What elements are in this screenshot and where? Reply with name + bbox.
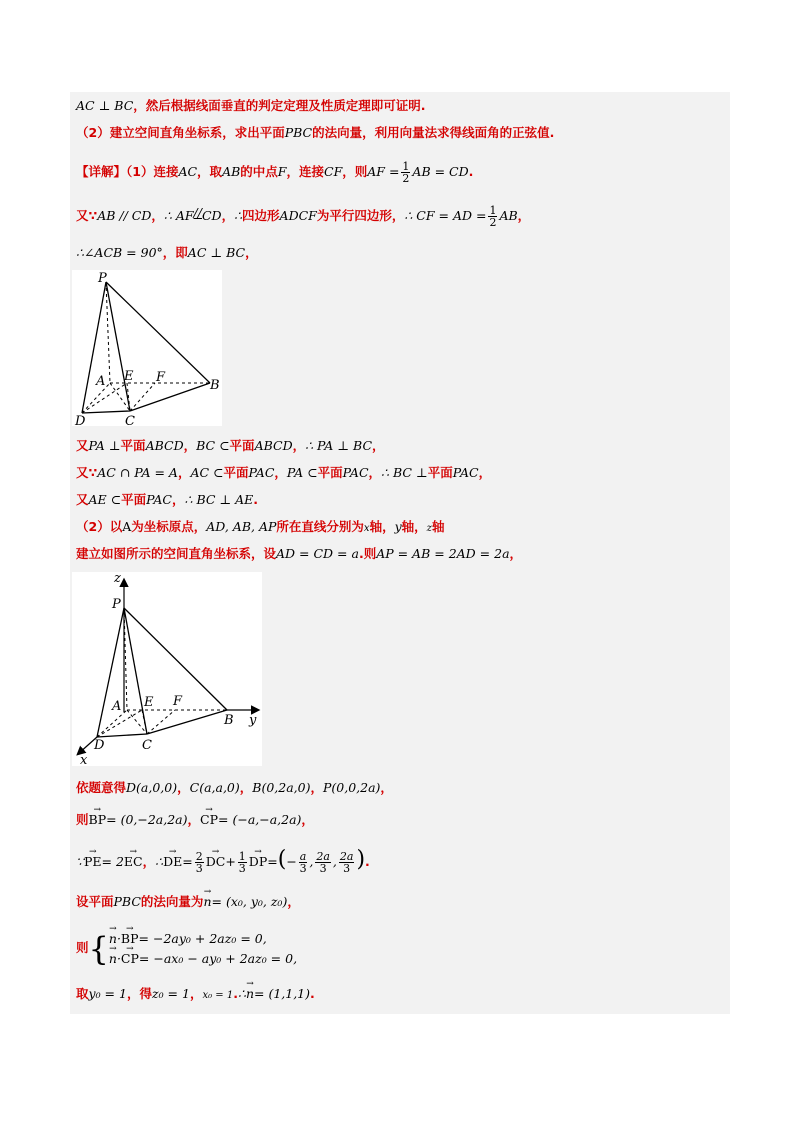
coordinate-diagram-2: [72, 572, 262, 766]
text-line-13: ∵→ PE= 2→ EC，∴→ DE= $\frac{2}{3}$ → DC+ $\frac{1}{3}$ → DP=(− $\frac{a}{3}$ , $\frac{2a}{3}$ , $\frac{2a}{3}$ ).: [76, 848, 370, 876]
label-D: D: [94, 738, 105, 753]
text-line-2: （2）建立空间直角坐标系，求出平面PBC的法向量，利用向量法求得线面角的正弦值.: [76, 125, 555, 140]
text-line-9: （2）以A为坐标原点，AD, AB, AP所在直线分别为x轴，y轴，z轴: [76, 519, 445, 534]
fraction-one-half: $\frac{1}{2}$: [402, 160, 410, 185]
label-P: P: [112, 597, 121, 612]
text-line-15: 则{ → n·→ BP= −2ay₀ + 2az₀ = 0, → n·→ CP= −ax₀ − ay₀ + 2az₀ = 0,: [76, 924, 297, 972]
pyramid-diagram-1: [72, 270, 222, 426]
text-line-6: 又PA ⊥平面ABCD，BC ⊂平面ABCD，∴ PA ⊥ BC，: [76, 438, 385, 453]
text-line-12: 则→ BP= (0,−2a,2a)，→ CP= (−a,−a,2a)，: [76, 808, 314, 832]
text-line-4: 又∵AB // CD，∴ AF//CD，∴四边形ADCF为平行四边形，∴ CF = AD = $\frac{1}{2}$ AB，: [76, 204, 531, 229]
equation-system: → n·→ BP= −2ay₀ + 2az₀ = 0, → n·→ CP= −ax₀ − ay₀ + 2az₀ = 0,: [109, 929, 297, 969]
label-P: P: [98, 271, 107, 286]
label-E: E: [144, 695, 154, 710]
label-C: C: [142, 738, 152, 753]
text-line-5: ∴∠ACB = 90°，即AC ⊥ BC，: [76, 245, 258, 260]
text-line-10: 建立如图所示的空间直角坐标系，设AD = CD = a.则AP = AB = 2AD = 2a，: [76, 546, 523, 561]
label-F: F: [156, 370, 166, 385]
label-z: z: [114, 572, 121, 586]
label-B: B: [224, 713, 234, 728]
label-A: A: [112, 699, 122, 714]
text-line-7: 又∵AC ∩ PA = A，AC ⊂平面PAC，PA ⊂平面PAC，∴ BC ⊥平面PAC，: [76, 465, 492, 480]
label-F: F: [173, 694, 183, 709]
text-line-8: 又AE ⊂平面PAC，∴ BC ⊥ AE.: [76, 492, 259, 507]
label-D: D: [75, 414, 86, 426]
label-A: A: [96, 374, 106, 389]
label-C: C: [125, 414, 135, 426]
label-E: E: [124, 369, 134, 384]
text-line-14: 设平面PBC的法向量为→ n= (x₀, y₀, z₀)，: [76, 890, 300, 914]
pyramid-figure-1: [72, 270, 222, 426]
text-line-11: 依题意得D(a,0,0)，C(a,a,0)，B(0,2a,0)，P(0,0,2a)，: [76, 780, 393, 795]
pyramid-figure-2: [72, 572, 262, 766]
text-line-16: 取y₀ = 1，得z₀ = 1，x₀ = 1.∴→ n= (1,1,1).: [76, 982, 315, 1006]
text-line-1: AC ⊥ BC，然后根据线面垂直的判定定理及性质定理即可证明.: [76, 98, 426, 113]
label-y: y: [249, 713, 257, 728]
label-x: x: [80, 753, 88, 766]
label-B: B: [210, 378, 220, 393]
text-line-3: 【详解】（1）连接AC，取AB的中点F，连接CF，则AF = $\frac{1}{2}$ AB = CD.: [76, 160, 474, 185]
fraction-one-half: $\frac{1}{2}$: [489, 204, 497, 229]
